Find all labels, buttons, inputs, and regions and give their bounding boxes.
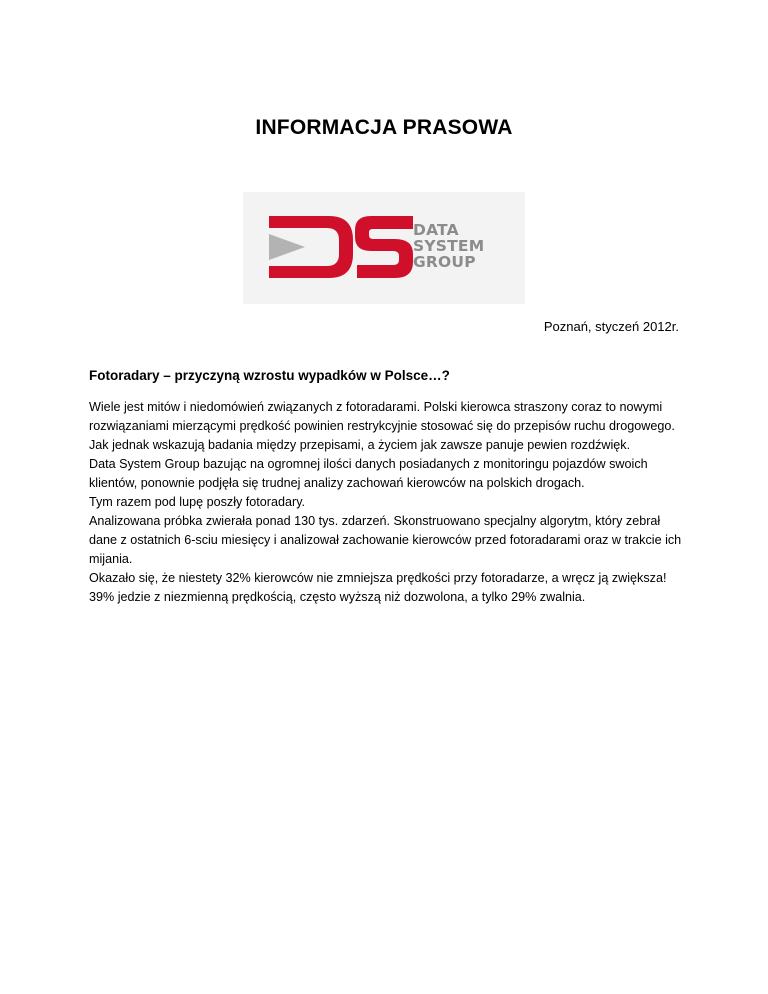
company-logo (243, 192, 525, 304)
paragraph: Okazało się, że niestety 32% kierowców nie zmniejsza prędkości przy fotoradarze, a wręcz ją zwiększa! 39% jedzie z niezmienną prędkością, często wyższą niż dozwolona, a tylko 29% zwalnia. (89, 571, 667, 604)
logo-word-data: DATA (413, 221, 459, 239)
paragraph: Tym razem pod lupę poszły fotoradary. (89, 495, 306, 509)
logo-word-group: GROUP (413, 253, 476, 271)
logo-wordmark (413, 222, 484, 270)
paragraph: Data System Group bazując na ogromnej ilości danych posiadanych z monitoringu pojazdów swoich klientów, ponownie podjęła się trudnej analizy zachowań kierowców na polskich drogach. (89, 457, 648, 490)
logo-play-arrow-icon (269, 234, 305, 260)
logo-word-system: SYSTEM (413, 237, 485, 255)
logo-letter-s (355, 216, 413, 278)
paragraph: Analizowana próbka zwierała ponad 130 tys. zdarzeń. Skonstruowano specjalny algorytm, który zebrał dane z ostatnich 6-sciu miesięcy i analizował zachowanie kierowców przed fotoradarami oraz w trakcie ich mijania. (89, 514, 682, 566)
article-body (89, 398, 689, 607)
dateline: Poznań, styczeń 2012r. (543, 319, 679, 334)
paragraph: Jak jednak wskazują badania między przepisami, a życiem jak zawsze panuje pewien rozdźwięk. (89, 438, 631, 452)
page-title: INFORMACJA PRASOWA (255, 116, 513, 139)
article-headline: Fotoradary – przyczyną wzrostu wypadków w Polsce…? (89, 368, 450, 383)
paragraph: Wiele jest mitów i niedomówień związanych z fotoradarami. Polski kierowca straszony coraz to nowymi rozwiązaniami mierzącymi prędkość powinien restrykcyjnie stosować się do przepisów ruchu drogowego. (89, 400, 675, 433)
